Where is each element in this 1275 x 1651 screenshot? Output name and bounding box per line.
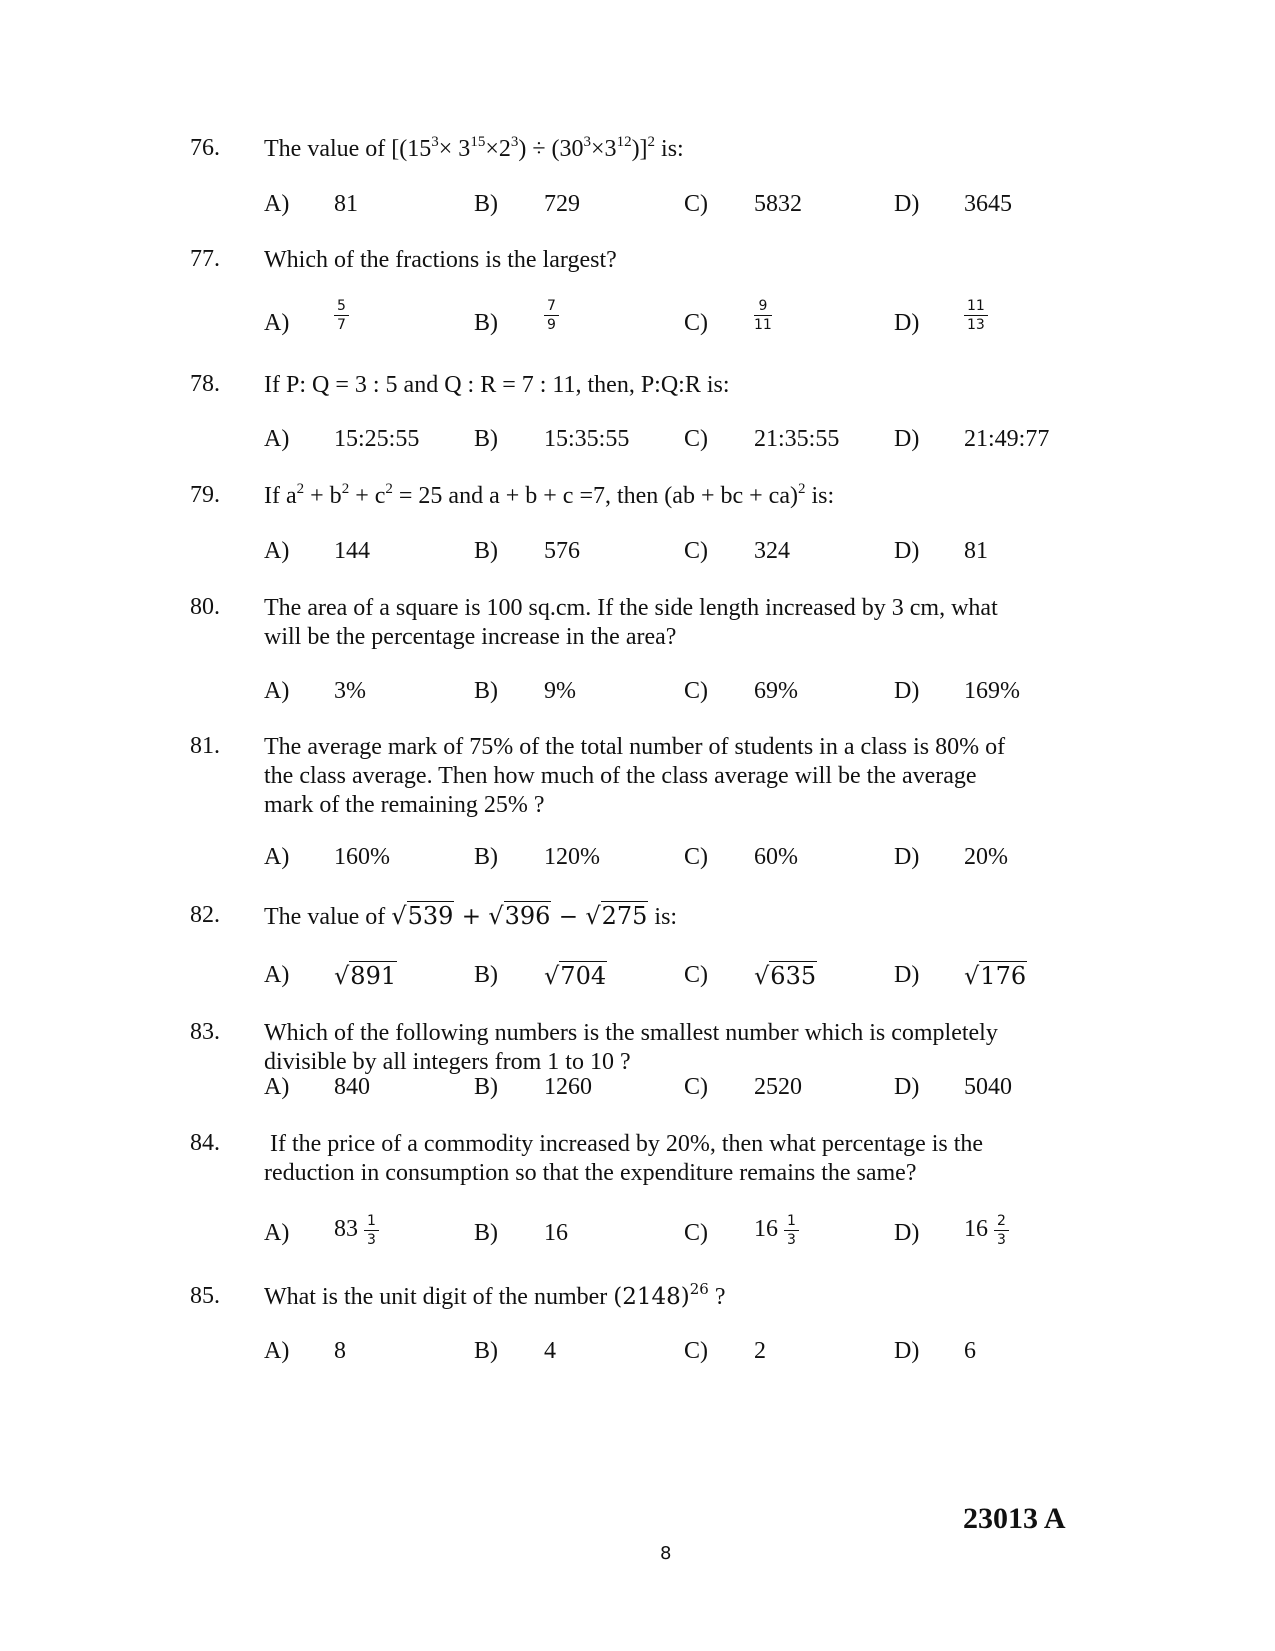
page-number: 8: [660, 1543, 672, 1564]
square-root: √176: [964, 962, 1027, 990]
fraction: $\frac{9}{11}$: [754, 298, 772, 333]
fraction: $\frac{2}{3}$: [994, 1213, 1009, 1248]
question-number: 78.: [190, 371, 220, 397]
question-number: 85.: [190, 1283, 220, 1309]
question-number: 79.: [190, 482, 220, 508]
question-text: The value of $[(15^3\times 3^{15}\times 2^3) \div (30^3\times 3^{12})]^2$ is:: [264, 134, 684, 162]
question-text: The area of a square is 100 sq.cm. If the side length increased by 3 cm, what will be the percentage increase in the area?: [264, 595, 998, 650]
options-76: A) 81 B) 729 C) 5832 D) 3645: [264, 191, 1012, 217]
question-text: If the price of a commodity increased by 20%, then what percentage is the reduction in consumption so that the expenditure remains the same?: [264, 1131, 984, 1186]
square-root: √635: [754, 962, 817, 990]
question-text: If P: Q = 3 : 5 and Q : R = 7 : 11, then, P:Q:R is:: [264, 372, 730, 398]
options-83: A) 840 B) 1260 C) 2520 D) 5040: [264, 1074, 1012, 1100]
options-81: A) 160% B) 120% C) 60% D) 20%: [264, 844, 1008, 870]
square-root: √396: [488, 902, 551, 930]
question-number: 80.: [190, 594, 220, 620]
square-root: √891: [334, 962, 397, 990]
square-root: √539: [391, 902, 454, 930]
question-number: 77.: [190, 246, 220, 272]
question-text: Which of the fractions is the largest?: [264, 247, 617, 273]
question-number: 83.: [190, 1019, 220, 1045]
options-77: A) $\frac{5}{7}$ B) $\frac{7}{9}$ C) $\frac{9}{11}$ D) $\frac{11}{13}$: [264, 310, 1104, 350]
question-number: 84.: [190, 1130, 220, 1156]
fraction: $\frac{1}{3}$: [784, 1213, 799, 1248]
options-82: A) √891 B) √704 C) √635 D) √176: [264, 962, 1027, 990]
options-84: A) 83 $\frac{1}{3}$ B) 16 C) 16 $\frac{1}{3}$ D) 16 $\frac{2}{3}$: [264, 1220, 1104, 1260]
options-79: A) 144 B) 576 C) 324 D) 81: [264, 538, 988, 564]
square-root: √704: [544, 962, 607, 990]
question-text: The value of √539 + √396 − √275 is:: [264, 902, 678, 930]
question-number: 76.: [190, 135, 220, 161]
fraction: $\frac{7}{9}$: [544, 298, 559, 333]
question-text: The average mark of 75% of the total number of students in a class is 80% of the class average. Then how much of the class average will be the average mark of the remaining 25% ?: [264, 734, 1006, 818]
question-text: What is the unit digit of the number $(2148)^{26}$ ?: [264, 1280, 726, 1310]
options-85: A) 8 B) 4 C) 2 D) 6: [264, 1338, 976, 1364]
options-78: A) 15:25:55 B) 15:35:55 C) 21:35:55 D) 21:49:77: [264, 426, 1050, 452]
fraction: $\frac{11}{13}$: [964, 298, 988, 333]
fraction: $\frac{1}{3}$: [364, 1213, 379, 1248]
question-text: Which of the following numbers is the smallest number which is completely divisible by all integers from 1 to 10 ?: [264, 1020, 998, 1075]
booklet-code: 23013 A: [963, 1502, 1066, 1535]
question-text: If $a^2 + b^2 + c^2 = 25$ and a + b + c =7, then (ab + bc + ca)$^2$ is:: [264, 481, 835, 509]
fraction: $\frac{5}{7}$: [334, 298, 349, 333]
options-80: A) 3% B) 9% C) 69% D) 169%: [264, 678, 1020, 704]
question-number: 82.: [190, 902, 220, 928]
square-root: √275: [585, 902, 648, 930]
question-number: 81.: [190, 733, 220, 759]
